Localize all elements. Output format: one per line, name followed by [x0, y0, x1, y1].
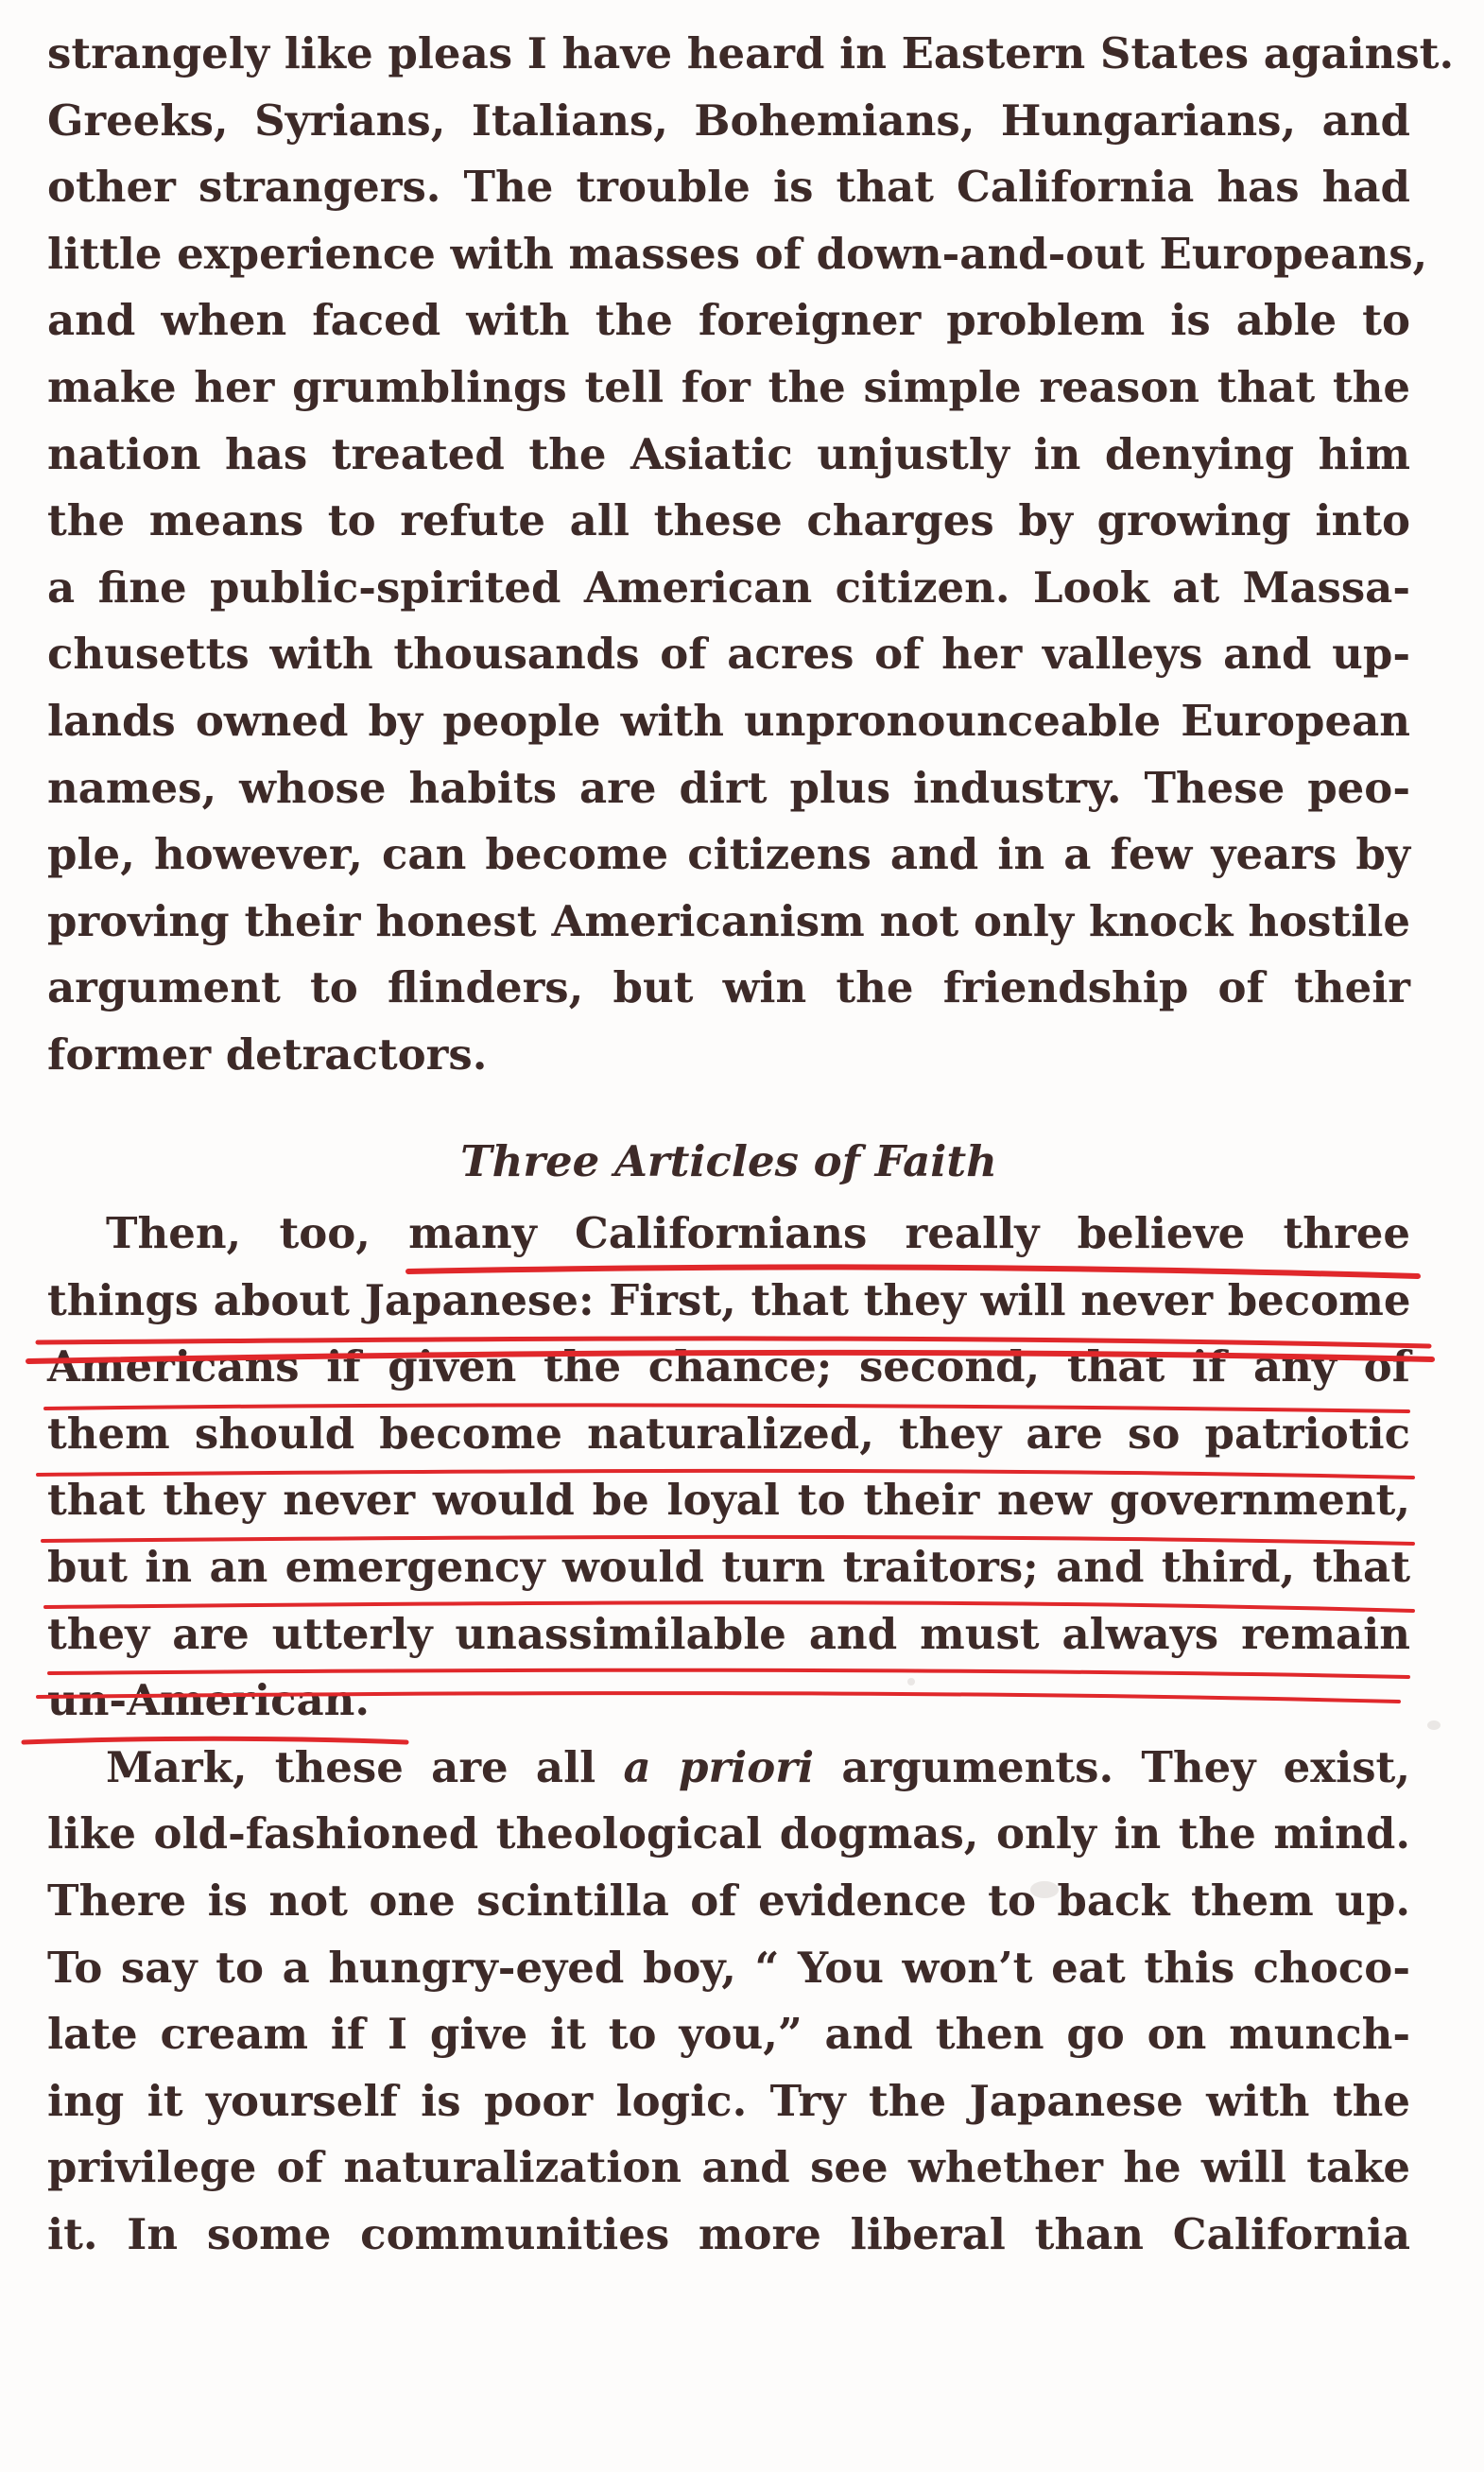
text-line: strangely like pleas I have heard in Eastern States against.	[47, 28, 1455, 78]
text-run: arguments. They exist,	[814, 1741, 1410, 1792]
text-line: ple, however, can become citizens and in a few years by	[47, 829, 1410, 880]
text-line: other strangers. The trouble is that California has had	[47, 162, 1410, 213]
text-line: but in an emergency would turn traitors; and third, that	[47, 1542, 1410, 1593]
italic-phrase: a priori	[623, 1741, 815, 1792]
text-line: that they never would be loyal to their new government,	[47, 1475, 1410, 1526]
text-line: little experience with masses of down-and-out Europeans,	[47, 228, 1428, 279]
text-line: Americans if given the chance; second, that if any of	[47, 1341, 1410, 1392]
text-line: they are utterly unassimilable and must always remain	[47, 1608, 1410, 1659]
text-line: nation has treated the Asiatic unjustly in denying him	[47, 428, 1410, 479]
text-line: names, whose habits are dirt plus industry. These peo-	[47, 762, 1410, 813]
text-line: and when faced with the foreigner problem is able to	[47, 295, 1410, 346]
text-line: them should become naturalized, they are so patriotic	[47, 1408, 1410, 1459]
text-line	[47, 1735, 1410, 1802]
text-line: argument to flinders, but win the friendship of their	[47, 962, 1410, 1013]
paragraph-a-priori	[47, 1735, 1410, 2269]
text-line: Greeks, Syrians, Italians, Bohemians, Hungarians, and	[47, 95, 1410, 146]
text-line: Then, too, many Californians really believe three	[106, 1208, 1410, 1259]
section-heading: Three Articles of Faith	[460, 1135, 997, 1186]
text-line: To say to a hungry-eyed boy, “ You won’t eat this choco-	[47, 1942, 1410, 1993]
text-line: the means to refute all these charges by growing into	[47, 495, 1410, 546]
text-line: lands owned by people with unpronounceable European	[47, 695, 1410, 746]
paragraph-opening	[47, 21, 1455, 1089]
paragraph-articles-of-faith	[47, 1201, 1410, 1735]
text-line: it. In some communities more liberal than California	[47, 2209, 1410, 2259]
text-column	[47, 21, 1455, 2269]
text-line: ing it yourself is poor logic. Try the Japanese with the	[47, 2075, 1410, 2126]
text-line: late cream if I give it to you,” and then go on munch-	[47, 2009, 1410, 2060]
text-line: former detractors.	[47, 1029, 488, 1080]
scan-speck	[907, 1678, 915, 1685]
text-line: like old-fashioned theological dogmas, only in the mind.	[47, 1808, 1410, 1859]
text-line: make her grumblings tell for the simple reason that the	[47, 361, 1410, 412]
text-run: Mark, these are all	[106, 1741, 624, 1792]
text-line: chusetts with thousands of acres of her valleys and up-	[47, 629, 1410, 680]
text-line: There is not one scintilla of evidence to back them up.	[47, 1876, 1410, 1927]
scan-speck	[1030, 1881, 1059, 1898]
text-line: proving their honest Americanism not only knock hostile	[47, 895, 1410, 946]
scan-speck	[1427, 1720, 1441, 1730]
text-line: a fine public-spirited American citizen. Look at Massa-	[47, 562, 1410, 613]
text-line: things about Japanese: First, that they will never become	[47, 1274, 1411, 1325]
text-line: un-American.	[47, 1675, 371, 1726]
text-line: privilege of naturalization and see whether he will take	[47, 2142, 1410, 2193]
